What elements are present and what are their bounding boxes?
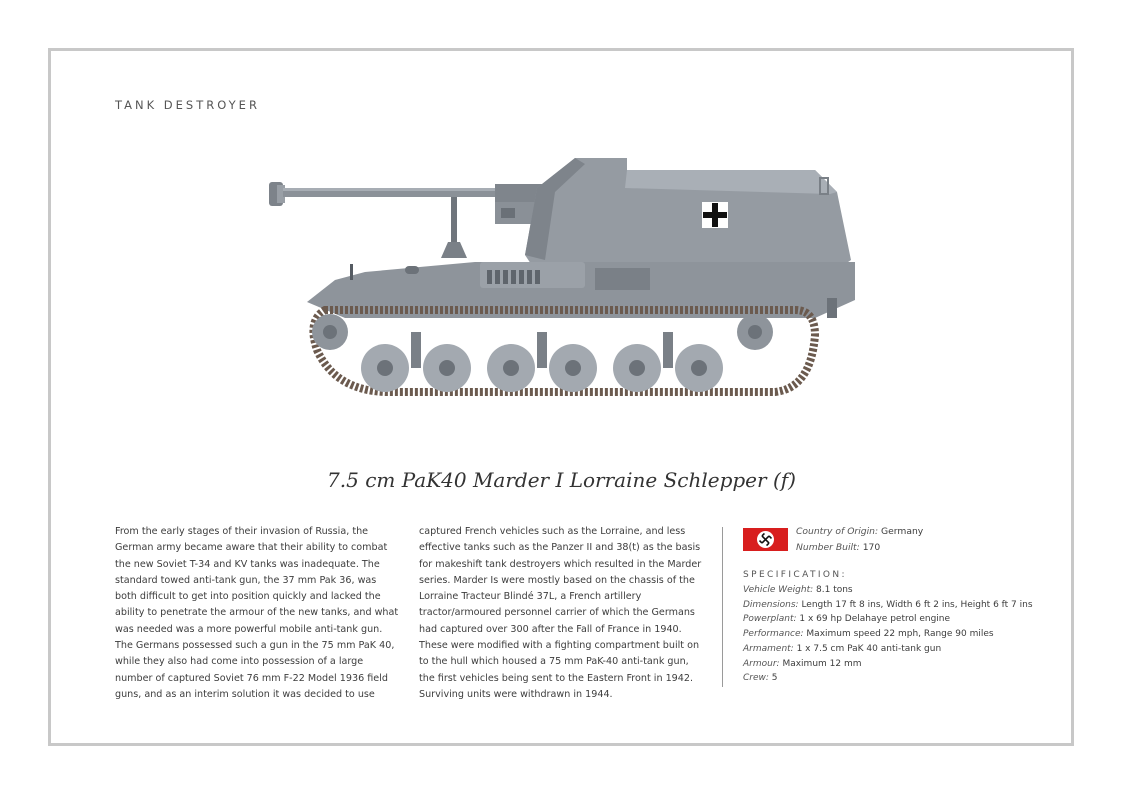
vehicle-title: 7.5 cm PaK40 Marder I Lorraine Schlepper (f): [327, 468, 796, 492]
spec-performance: Performance: Maximum speed 22 mph, Range 90 miles: [743, 629, 994, 640]
national-flag: [743, 528, 788, 551]
spec-crew: Crew: 5: [743, 673, 778, 684]
category-label: TANK DESTROYER: [115, 98, 260, 112]
fighting-compartment: [525, 158, 851, 278]
road-wheels: [312, 314, 773, 392]
spec-powerplant: Powerplant: 1 x 69 hp Delahaye petrol engine: [743, 614, 951, 625]
country-of-origin: Country of Origin: Germany: [796, 526, 924, 537]
origin-info: [796, 524, 923, 555]
column-divider: [722, 527, 723, 687]
spec-armament: Armament: 1 x 7.5 cm PaK 40 anti-tank gun: [743, 643, 942, 654]
description-column-2: captured French vehicles such as the Lorraine, and less effective tanks such as the Panzer II and 38(t) as the basis for makeshift tank destroyers which resulted in the Marder series. Marder Is were mostly based on the chassis of the Lorraine Tracteur Blindé 37L, a French artillery tractor/armoured personnel carrier of which the Germans had captured over 300 after the Fall of France in 1940. These were modified with a fighting compartment built on to the hull which housed a 75 mm PaK-40 anti-tank gun, the first vehicles being sent to the Eastern Front in 1942. Surviving units were withdrawn in 1944.: [419, 526, 702, 700]
specification-heading: SPECIFICATION:: [743, 570, 847, 580]
spec-vehicle-weight: Vehicle Weight: 8.1 tons: [743, 585, 853, 595]
spec-dimensions: Dimensions: Length 17 ft 8 ins, Width 6 ft 2 ins, Height 6 ft 7 ins: [743, 599, 1033, 610]
specification-list: [743, 583, 1043, 686]
spec-armour: Armour: Maximum 12 mm: [743, 658, 862, 669]
description-column-1: From the early stages of their invasion of Russia, the German army became aware that their ability to combat the new Soviet T-34 and KV tanks was inadequate. The standard towed anti-tank gun, the 37 mm Pak 36, was both difficult to get into position quickly and lacked the ability to penetrate the armour of the new tanks, and what was needed was a more powerful mobile anti-tank gun. The Germans possessed such a gun in the 75 mm PaK 40, while they also had come into possession of a large number of captured Soviet 76 mm F-22 Model 1936 field guns, and as an interim solution it was decided to use: [115, 526, 399, 700]
number-built: Number Built: 170: [796, 541, 881, 553]
tank-destroyer-illustration: [255, 150, 865, 410]
balkenkreuz-marking: [702, 202, 728, 228]
